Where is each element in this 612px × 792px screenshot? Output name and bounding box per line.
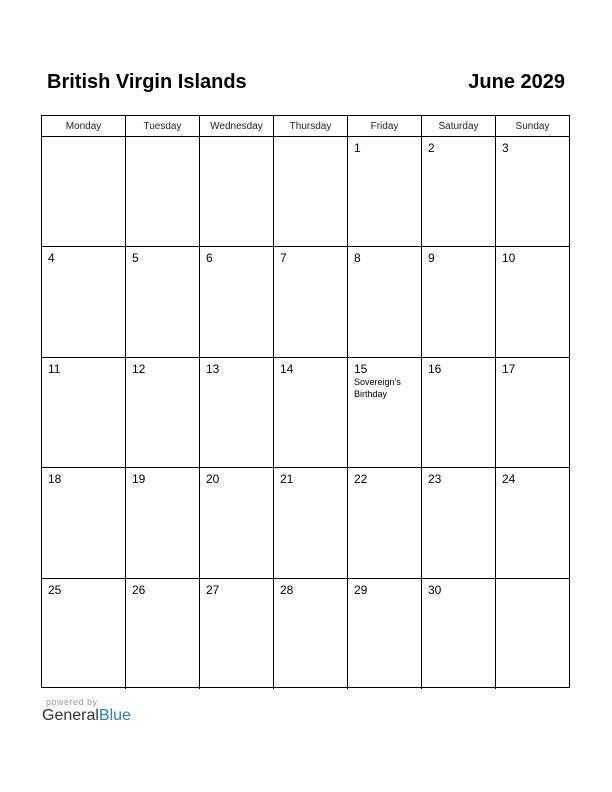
day-cell (422, 579, 496, 689)
day-cell (496, 358, 569, 467)
day-cell (348, 137, 422, 246)
holiday-label: Sovereign’s Birthday (354, 376, 401, 399)
day-number: 22 (354, 472, 368, 487)
day-number: 2 (428, 141, 435, 155)
day-cell (126, 247, 200, 356)
day-cell (496, 247, 569, 356)
day-cell (200, 247, 274, 356)
day-number: 18 (48, 472, 62, 487)
day-number: 8 (354, 251, 361, 266)
day-number: 11 (48, 361, 61, 376)
day-number: 5 (132, 251, 139, 266)
weekday-friday: Friday (348, 116, 422, 137)
day-number: 6 (206, 251, 213, 266)
day-cell (200, 358, 274, 467)
day-cell (126, 468, 200, 577)
week-row (42, 358, 569, 468)
day-cell (274, 247, 348, 356)
weekday-sunday: Sunday (515, 121, 550, 132)
day-number: 24 (502, 472, 516, 487)
weekday-thursday: Thursday (274, 116, 348, 137)
day-cell (42, 137, 126, 246)
day-number: 30 (428, 582, 442, 597)
brand-blue-text: Blue (98, 707, 131, 724)
day-cell (496, 137, 569, 246)
day-cell (496, 468, 569, 577)
day-number: 28 (280, 582, 294, 597)
day-cell (200, 579, 274, 689)
day-number: 23 (428, 472, 442, 487)
day-cell (422, 468, 496, 577)
calendar-month-title: June 2029 (468, 71, 565, 93)
day-cell (348, 358, 422, 467)
day-number: 12 (132, 361, 146, 376)
generalblue-logo[interactable] (42, 707, 131, 725)
week-row (42, 468, 569, 578)
day-cell (496, 579, 569, 689)
calendar-country-title: British Virgin Islands (47, 71, 247, 93)
day-number: 16 (428, 361, 442, 376)
calendar-grid (41, 115, 570, 688)
day-number: 13 (206, 361, 220, 376)
day-cell (200, 137, 274, 246)
day-number: 21 (280, 472, 294, 487)
weekday-saturday: Saturday (422, 116, 496, 137)
day-cell (42, 247, 126, 356)
day-cell (348, 468, 422, 577)
day-cell (126, 137, 200, 246)
day-number: 1 (354, 141, 361, 155)
day-cell (126, 579, 200, 689)
day-number: 25 (48, 582, 62, 597)
week-row (42, 579, 569, 689)
day-number: 15 (354, 361, 368, 376)
day-number: 29 (354, 582, 368, 597)
day-cell (422, 137, 496, 246)
day-cell (348, 579, 422, 689)
day-number: 17 (502, 361, 516, 376)
day-cell (348, 247, 422, 356)
weekday-tuesday: Tuesday (126, 116, 200, 137)
day-cell (274, 137, 348, 246)
weekday-monday: Monday (42, 116, 126, 137)
day-number: 26 (132, 582, 146, 597)
day-cell (274, 468, 348, 577)
day-cell (42, 358, 126, 467)
day-number: 14 (280, 361, 294, 376)
day-number: 10 (502, 251, 516, 266)
day-number: 20 (206, 472, 220, 487)
day-cell (42, 579, 126, 689)
day-number: 27 (206, 582, 220, 597)
day-number: 7 (280, 251, 287, 266)
day-cell (42, 468, 126, 577)
powered-by-label: powered by (46, 697, 98, 707)
day-cell (126, 358, 200, 467)
day-cell (422, 247, 496, 356)
day-cell (274, 358, 348, 467)
weekday-header-row (42, 116, 569, 137)
weekday-wednesday: Wednesday (200, 116, 274, 137)
week-row (42, 137, 569, 247)
day-number: 3 (502, 141, 509, 155)
brand-general-text: General (42, 707, 99, 724)
day-cell (422, 358, 496, 467)
week-row (42, 247, 569, 357)
day-number: 9 (428, 251, 435, 266)
day-cell (200, 468, 274, 577)
day-number: 19 (132, 472, 146, 487)
generalblue-footer (42, 697, 131, 725)
day-number: 4 (48, 251, 55, 266)
day-cell (274, 579, 348, 689)
